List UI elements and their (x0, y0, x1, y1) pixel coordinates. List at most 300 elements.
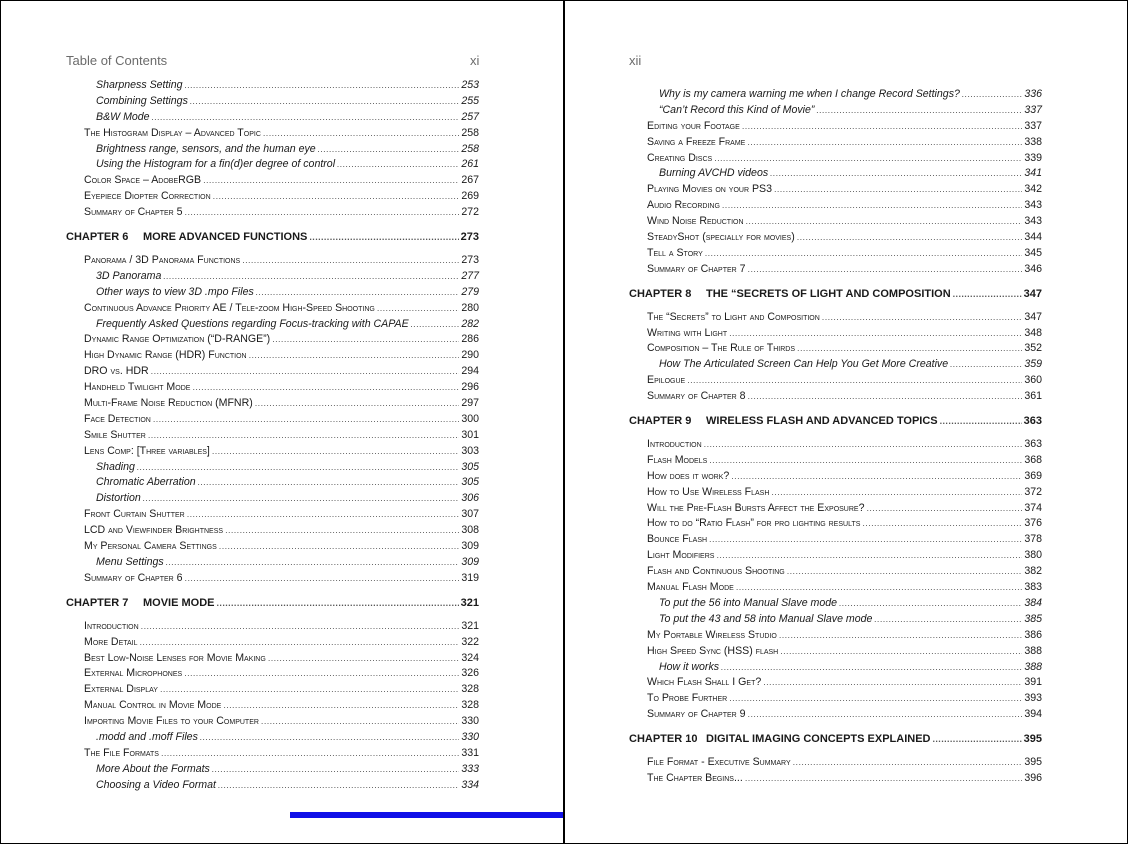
entry-title: DRO vs. HDR (84, 365, 149, 378)
dot-leader (212, 762, 459, 778)
entry-title: The File Formats (84, 746, 159, 759)
dot-leader (153, 412, 459, 428)
entry-page-number: 267 (461, 174, 479, 187)
entry-title: Manual Control in Movie Mode (84, 699, 222, 712)
dot-leader (242, 253, 459, 269)
right-page (565, 0, 1128, 844)
toc-section-entry[interactable] (84, 619, 479, 635)
entry-title: Menu Settings (96, 555, 164, 568)
toc-section-entry[interactable] (647, 691, 1042, 707)
entry-title: Smile Shutter (84, 428, 146, 441)
dot-leader (152, 110, 460, 126)
entry-page-number: 305 (461, 460, 479, 473)
entry-title: Distortion (96, 492, 141, 505)
toc-section-entry[interactable] (84, 396, 479, 412)
entry-page-number: 269 (461, 190, 479, 203)
entry-title: Chromatic Aberration (96, 476, 196, 489)
entry-page-number: 385 (1024, 612, 1042, 625)
entry-title: External Display (84, 683, 158, 696)
chapter-number: CHAPTER 6 (66, 231, 129, 244)
chapter-title: MORE ADVANCED FUNCTIONS (143, 231, 308, 244)
entry-page-number: 308 (461, 524, 479, 537)
entry-page-number: 282 (461, 317, 479, 330)
dot-leader (218, 778, 459, 794)
entry-page-number: 360 (1024, 374, 1042, 387)
entry-page-number: 359 (1024, 358, 1042, 371)
dot-leader (198, 475, 460, 491)
entry-page-number: 380 (1024, 549, 1042, 562)
entry-title: Importing Movie Files to your Computer (84, 715, 259, 728)
entry-title: Multi-Frame Noise Reduction (MFNR) (84, 397, 253, 410)
chapter-heading (66, 225, 307, 249)
dot-leader (866, 501, 1022, 517)
dot-leader (213, 189, 460, 205)
entry-title: Light Modifiers (647, 549, 715, 562)
entry-page-number: 372 (1024, 485, 1042, 498)
dot-leader (780, 644, 1022, 660)
dot-leader (219, 539, 460, 555)
dot-leader (272, 332, 459, 348)
toc-section-entry[interactable] (84, 682, 479, 698)
entry-page-number: 272 (461, 206, 479, 219)
dot-leader (793, 755, 1023, 771)
entry-title: Lens Comp: [Three variables] (84, 444, 210, 457)
toc-section-entry[interactable] (647, 564, 1042, 580)
entry-title: Summary of Chapter 6 (84, 571, 183, 584)
entry-title: B&W Mode (96, 110, 150, 123)
toc-section-entry[interactable] (84, 301, 479, 317)
toc-subsection-entry[interactable] (659, 660, 1042, 676)
dot-leader (709, 453, 1022, 469)
dot-leader (185, 78, 460, 94)
entry-title: The Chapter Begins... (647, 771, 743, 784)
dot-leader (163, 269, 459, 285)
chapter-number: CHAPTER 10 (629, 733, 698, 746)
entry-page-number: 378 (1024, 533, 1042, 546)
dot-leader (337, 157, 459, 173)
toc-section-entry[interactable] (647, 262, 1042, 278)
entry-title: Summary of Chapter 8 (647, 390, 746, 403)
entry-title: My Personal Camera Settings (84, 540, 217, 553)
entry-page-number: 258 (461, 126, 479, 139)
entry-page-number: 294 (461, 365, 479, 378)
dot-leader (763, 675, 1022, 691)
entry-title: Combining Settings (96, 94, 188, 107)
entry-page-number: 280 (461, 301, 479, 314)
entry-page-number: 341 (1024, 167, 1042, 180)
toc-section-entry[interactable] (84, 428, 479, 444)
toc-section-entry[interactable] (647, 469, 1042, 485)
chapter-number: CHAPTER 8 (629, 287, 692, 300)
entry-page-number: 328 (461, 699, 479, 712)
dot-leader (160, 682, 459, 698)
entry-title: How The Articulated Screen Can Help You Get More Creative (659, 358, 949, 371)
entry-title: Introduction (84, 619, 139, 632)
horizontal-scrollbar[interactable] (290, 812, 563, 818)
entry-page-number: 258 (461, 142, 479, 155)
entry-title: Introduction (647, 438, 702, 451)
toc-section-entry[interactable] (84, 651, 479, 667)
dot-leader (714, 151, 1022, 167)
toc-subsection-entry[interactable] (96, 157, 479, 173)
toc-section-entry[interactable] (84, 523, 479, 539)
entry-title: File Format - Executive Summary (647, 756, 791, 769)
entry-page-number: 369 (1024, 469, 1042, 482)
dot-leader (217, 591, 459, 615)
toc-section-entry[interactable] (647, 246, 1042, 262)
toc-subsection-entry[interactable] (96, 475, 479, 491)
toc-section-entry[interactable] (84, 746, 479, 762)
dot-leader (816, 103, 1022, 119)
toc-section-entry[interactable] (647, 230, 1042, 246)
entry-page-number: 322 (461, 635, 479, 648)
dot-leader (411, 317, 460, 333)
entry-page-number: 374 (1024, 501, 1042, 514)
toc-subsection-entry[interactable] (96, 555, 479, 571)
toc-section-entry[interactable] (84, 507, 479, 523)
dot-leader (212, 444, 459, 460)
dot-leader (742, 119, 1023, 135)
chapter-title: MOVIE MODE (143, 596, 215, 609)
entry-title: Front Curtain Shutter (84, 508, 185, 521)
entry-page-number: 300 (461, 412, 479, 425)
entry-page-number: 347 (1023, 287, 1042, 300)
entry-page-number: 347 (1024, 310, 1042, 323)
toc-section-entry[interactable] (84, 173, 479, 189)
toc-section-entry[interactable] (84, 666, 479, 682)
toc-section-entry[interactable] (647, 119, 1042, 135)
entry-title: My Portable Wireless Studio (647, 628, 777, 641)
toc-section-entry[interactable] (84, 364, 479, 380)
entry-page-number: 303 (461, 444, 479, 457)
toc-section-entry[interactable] (84, 348, 479, 364)
chapter-title: WIRELESS FLASH AND ADVANCED TOPICS (706, 415, 938, 428)
entry-title: .modd and .moff Files (96, 730, 198, 743)
dot-leader (318, 142, 460, 158)
entry-title: More About the Formats (96, 762, 210, 775)
toc-section-entry[interactable] (84, 253, 479, 269)
entry-page-number: 330 (461, 730, 479, 743)
dot-leader (940, 409, 1022, 433)
toc-subsection-entry[interactable] (659, 357, 1042, 373)
toc-section-entry[interactable] (647, 198, 1042, 214)
toc-section-entry[interactable] (84, 714, 479, 730)
entry-page-number: 309 (461, 555, 479, 568)
entry-page-number: 342 (1024, 183, 1042, 196)
entry-title: Continuous Advance Priority AE / Tele-zoom High-Speed Shooting (84, 301, 375, 314)
toc-section-entry[interactable] (647, 151, 1042, 167)
toc-section-entry[interactable] (84, 444, 479, 460)
dot-leader (716, 548, 1022, 564)
dot-leader (862, 516, 1022, 532)
entry-title: Writing with Light (647, 326, 728, 339)
entry-title: How to do “Ratio Flash” for pro lighting results (647, 517, 861, 530)
entry-page-number: 383 (1024, 581, 1042, 594)
toc-section-entry[interactable] (647, 214, 1042, 230)
toc-subsection-entry[interactable] (96, 460, 479, 476)
dot-leader (797, 230, 1023, 246)
toc-section-entry[interactable] (84, 412, 479, 428)
toc-subsection-entry[interactable] (659, 103, 1042, 119)
toc-section-entry[interactable] (647, 771, 1042, 787)
toc-section-entry[interactable] (84, 539, 479, 555)
entry-title: Summary of Chapter 7 (647, 262, 746, 275)
toc-section-entry[interactable] (647, 437, 1042, 453)
entry-page-number: 277 (461, 269, 479, 282)
dot-leader (774, 182, 1022, 198)
dot-leader (771, 485, 1022, 501)
dot-leader (309, 225, 458, 249)
toc-section-entry[interactable] (647, 628, 1042, 644)
entry-title: Best Low-Noise Lenses for Movie Making (84, 651, 266, 664)
entry-title: Handheld Twilight Mode (84, 381, 191, 394)
dot-leader (200, 730, 459, 746)
entry-title: Face Detection (84, 412, 151, 425)
entry-page-number: 393 (1024, 692, 1042, 705)
toc-section-entry[interactable] (647, 485, 1042, 501)
entry-page-number: 279 (461, 285, 479, 298)
dot-leader (874, 612, 1022, 628)
toc-subsection-entry[interactable] (96, 285, 479, 301)
dot-leader (721, 660, 1022, 676)
dot-leader (268, 651, 460, 667)
toc-subsection-entry[interactable] (659, 612, 1042, 628)
entry-title: More Detail (84, 635, 138, 648)
dot-leader (950, 357, 1022, 373)
dot-leader (148, 428, 460, 444)
entry-page-number: 326 (461, 667, 479, 680)
entry-title: Bounce Flash (647, 533, 708, 546)
toc-subsection-entry[interactable] (96, 317, 479, 333)
toc-section-entry[interactable] (84, 189, 479, 205)
toc-subsection-entry[interactable] (96, 730, 479, 746)
toc-section-entry[interactable] (84, 635, 479, 651)
dot-leader (140, 635, 460, 651)
chapter-number: CHAPTER 9 (629, 415, 692, 428)
toc-subsection-entry[interactable] (96, 491, 479, 507)
entry-page-number: 391 (1024, 676, 1042, 689)
entry-page-number: 339 (1024, 151, 1042, 164)
dot-leader (161, 746, 459, 762)
dot-leader (151, 364, 460, 380)
entry-title: 3D Panorama (96, 269, 162, 282)
chapter-title: THE “SECRETS OF LIGHT AND COMPOSITION (706, 287, 951, 300)
toc-section-entry[interactable] (84, 205, 479, 221)
entry-page-number: 337 (1024, 119, 1042, 132)
entry-title: Frequently Asked Questions regarding Focus-tracking with CAPAE (96, 317, 409, 330)
dot-leader (223, 698, 459, 714)
toc-chapter-entry[interactable] (629, 409, 1042, 433)
toc-section-entry[interactable] (647, 675, 1042, 691)
toc-section-entry[interactable] (647, 755, 1042, 771)
dot-leader (787, 564, 1023, 580)
entry-page-number: 253 (461, 79, 479, 91)
entry-page-number: 324 (461, 651, 479, 664)
entry-title: Flash Models (647, 453, 708, 466)
toc-subsection-entry[interactable] (96, 762, 479, 778)
entry-title: High Speed Sync (HSS) flash (647, 644, 779, 657)
entry-title: External Microphones (84, 667, 183, 680)
entry-title: Tell a Story (647, 246, 703, 259)
toc-section-entry[interactable] (647, 580, 1042, 596)
dot-leader (185, 571, 460, 587)
toc-subsection-entry[interactable] (96, 78, 479, 94)
chapter-heading (629, 282, 951, 306)
toc-entries (565, 87, 1128, 787)
chapter-heading (629, 727, 931, 751)
dot-leader (249, 348, 460, 364)
entry-page-number: 305 (461, 476, 479, 489)
entry-page-number: 261 (461, 158, 479, 171)
entry-title: Color Space – AdobeRGB (84, 174, 202, 187)
toc-section-entry[interactable] (84, 126, 479, 142)
entry-page-number: 334 (461, 778, 479, 791)
dot-leader (748, 262, 1023, 278)
entry-page-number: 363 (1023, 415, 1042, 428)
entry-page-number: 344 (1024, 231, 1042, 244)
entry-title: Audio Recording (647, 199, 720, 212)
running-title: Table of Contents (66, 53, 168, 68)
entry-title: Playing Movies on your PS3 (647, 183, 772, 196)
entry-page-number: 368 (1024, 453, 1042, 466)
page-number: xii (629, 53, 642, 68)
entry-title: Creating Discs (647, 151, 713, 164)
toc-subsection-entry[interactable] (96, 142, 479, 158)
toc-section-entry[interactable] (647, 326, 1042, 342)
dot-leader (203, 173, 459, 189)
toc-section-entry[interactable] (647, 135, 1042, 151)
entry-title: Eyepiece Diopter Correction (84, 190, 211, 203)
toc-section-entry[interactable] (647, 707, 1042, 723)
dot-leader (736, 580, 1023, 596)
entry-page-number: 384 (1024, 596, 1042, 609)
toc-section-entry[interactable] (647, 373, 1042, 389)
toc-section-entry[interactable] (647, 341, 1042, 357)
entry-title: Sharpness Setting (96, 79, 183, 91)
entry-title: LCD and Viewfinder Brightness (84, 524, 224, 537)
dot-leader (256, 285, 460, 301)
dot-leader (747, 135, 1022, 151)
dot-leader (141, 619, 460, 635)
entry-page-number: 306 (461, 492, 479, 505)
entry-page-number: 273 (460, 231, 479, 244)
toc-section-entry[interactable] (647, 532, 1042, 548)
toc-entries (0, 78, 563, 794)
entry-title: Using the Histogram for a fin(d)er degree of control (96, 158, 336, 171)
toc-section-entry[interactable] (647, 310, 1042, 326)
dot-leader (797, 341, 1022, 357)
entry-title: Panorama / 3D Panorama Functions (84, 254, 241, 267)
dot-leader (184, 666, 459, 682)
dot-leader (839, 596, 1022, 612)
toc-subsection-entry[interactable] (659, 166, 1042, 182)
dot-leader (748, 707, 1023, 723)
entry-page-number: 394 (1024, 708, 1042, 721)
entry-title: Summary of Chapter 9 (647, 708, 746, 721)
dot-leader (704, 437, 1023, 453)
toc-subsection-entry[interactable] (96, 94, 479, 110)
entry-title: Which Flash Shall I Get? (647, 676, 762, 689)
toc-section-entry[interactable] (84, 571, 479, 587)
dot-leader (263, 126, 459, 142)
entry-page-number: 296 (461, 381, 479, 394)
toc-section-entry[interactable] (647, 389, 1042, 405)
entry-page-number: 301 (461, 428, 479, 441)
toc-subsection-entry[interactable] (96, 778, 479, 794)
dot-leader (779, 628, 1022, 644)
toc-section-entry[interactable] (647, 548, 1042, 564)
entry-page-number: 307 (461, 508, 479, 521)
entry-title: Epilogue (647, 374, 686, 387)
entry-title: “Can’t Record this Kind of Movie” (659, 103, 815, 116)
chapter-number: CHAPTER 7 (66, 596, 129, 609)
dot-leader (822, 310, 1023, 326)
entry-page-number: 333 (461, 762, 479, 775)
dot-leader (729, 326, 1022, 342)
toc-section-entry[interactable] (84, 332, 479, 348)
dot-leader (166, 555, 460, 571)
entry-title: High Dynamic Range (HDR) Function (84, 349, 247, 362)
entry-page-number: 388 (1024, 660, 1042, 673)
toc-chapter-entry[interactable] (629, 727, 1042, 751)
entry-page-number: 363 (1024, 438, 1042, 451)
toc-section-entry[interactable] (647, 516, 1042, 532)
entry-title: How does it work? (647, 469, 730, 482)
entry-page-number: 348 (1024, 326, 1042, 339)
toc-section-entry[interactable] (647, 644, 1042, 660)
entry-title: Why is my camera warning me when I change Record Settings? (659, 88, 960, 100)
toc-subsection-entry[interactable] (659, 87, 1042, 103)
toc-chapter-entry[interactable] (629, 282, 1042, 306)
dot-leader (261, 714, 459, 730)
entry-page-number: 361 (1024, 390, 1042, 403)
entry-page-number: 309 (461, 540, 479, 553)
entry-page-number: 388 (1024, 644, 1042, 657)
dot-leader (746, 214, 1023, 230)
entry-page-number: 395 (1023, 733, 1042, 746)
dot-leader (709, 532, 1022, 548)
entry-title: Will the Pre-Flash Bursts Affect the Exposure? (647, 501, 865, 514)
toc-subsection-entry[interactable] (96, 110, 479, 126)
entry-page-number: 395 (1024, 756, 1042, 769)
dot-leader (225, 523, 459, 539)
dot-leader (143, 491, 460, 507)
toc-chapter-entry[interactable] (66, 591, 479, 615)
dot-leader (185, 205, 460, 221)
entry-title: To put the 56 into Manual Slave mode (659, 596, 838, 609)
entry-page-number: 273 (461, 254, 479, 267)
dot-leader (953, 282, 1022, 306)
toc-chapter-entry[interactable] (66, 225, 479, 249)
dot-leader (770, 166, 1022, 182)
entry-title: Summary of Chapter 5 (84, 206, 183, 219)
dot-leader (687, 373, 1022, 389)
dot-leader (187, 507, 460, 523)
dot-leader (748, 389, 1023, 405)
entry-page-number: 338 (1024, 135, 1042, 148)
toc-subsection-entry[interactable] (96, 269, 479, 285)
entry-title: How it works (659, 660, 720, 673)
toc-section-entry[interactable] (647, 453, 1042, 469)
toc-section-entry[interactable] (647, 182, 1042, 198)
toc-subsection-entry[interactable] (659, 596, 1042, 612)
toc-section-entry[interactable] (84, 380, 479, 396)
toc-section-entry[interactable] (647, 501, 1042, 517)
toc-section-entry[interactable] (84, 698, 479, 714)
page-number: xi (470, 53, 480, 68)
entry-page-number: 382 (1024, 565, 1042, 578)
entry-title: The “Secrets” to Light and Composition (647, 310, 820, 323)
